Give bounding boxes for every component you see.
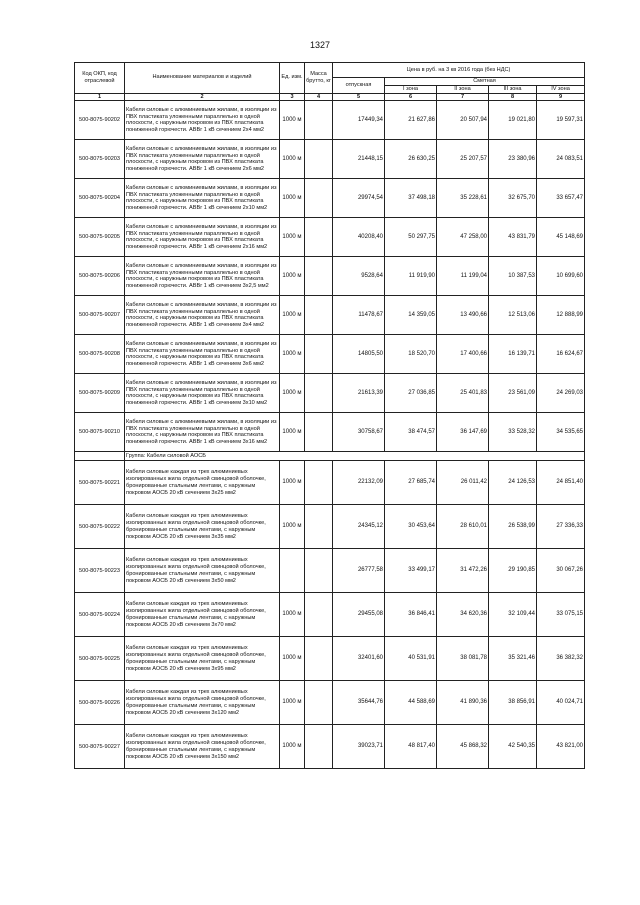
- sale-price: 39023,71: [333, 725, 385, 769]
- zone-4-price: 24 083,51: [537, 140, 585, 179]
- zone-2-price: 45 868,32: [437, 725, 489, 769]
- column-number: 3: [280, 93, 305, 101]
- item-name: Кабели силовые с алюминиевыми жилами, в изоляции из ПВХ пластиката уложенными параллельно в одной плоскости, с наружным покровом из ПВХ пластиката пониженной горючести. АВВг 1 кВ сечением 2х16 мм2: [125, 218, 280, 257]
- item-mass: [305, 374, 333, 413]
- item-unit: 1000 м: [280, 461, 305, 505]
- item-mass: [305, 637, 333, 681]
- header-zone-2: II зона: [437, 85, 489, 93]
- item-code: 500-8075-90208: [75, 335, 125, 374]
- zone-4-price: 40 024,71: [537, 681, 585, 725]
- item-mass: [305, 140, 333, 179]
- sale-price: 35644,76: [333, 681, 385, 725]
- zone-4-price: 33 657,47: [537, 179, 585, 218]
- item-code: 500-8075-90205: [75, 218, 125, 257]
- zone-2-price: 17 400,66: [437, 335, 489, 374]
- column-number: 5: [333, 93, 385, 101]
- header-sale-price: отпускная: [333, 78, 385, 94]
- item-unit: 1000 м: [280, 637, 305, 681]
- zone-3-price: 43 831,79: [489, 218, 537, 257]
- table-row: [75, 549, 585, 593]
- zone-1-price: 26 630,25: [385, 140, 437, 179]
- zone-2-price: 47 258,00: [437, 218, 489, 257]
- column-number: 1: [75, 93, 125, 101]
- zone-3-price: 24 126,53: [489, 461, 537, 505]
- item-unit: 1000 м: [280, 593, 305, 637]
- zone-1-price: 30 453,64: [385, 505, 437, 549]
- group-label: Группа: Кабели силовой АОСБ: [125, 452, 585, 461]
- item-mass: [305, 101, 333, 140]
- zone-3-price: 16 139,71: [489, 335, 537, 374]
- item-mass: [305, 505, 333, 549]
- table-body-avvg: [75, 101, 585, 452]
- zone-1-price: 27 685,74: [385, 461, 437, 505]
- column-number: 8: [489, 93, 537, 101]
- item-unit: 1000 м: [280, 101, 305, 140]
- item-mass: [305, 179, 333, 218]
- zone-3-price: 26 538,99: [489, 505, 537, 549]
- zone-1-price: 44 588,69: [385, 681, 437, 725]
- header-zone-3: III зона: [489, 85, 537, 93]
- header-code: Код ОКП, код отраслевой: [75, 63, 125, 94]
- header-mass: Масса брутто, кг: [305, 63, 333, 94]
- item-name: Кабели силовые с алюминиевыми жилами, в изоляции из ПВХ пластиката уложенными параллельно в одной плоскости, с наружным покровом из ПВХ пластиката пониженной горючести. АВВг 1 кВ сечением 2х10 мм2: [125, 179, 280, 218]
- table-row: [75, 101, 585, 140]
- item-name: Кабели силовые с алюминиевыми жилами, в изоляции из ПВХ пластиката уложенными параллельно в одной плоскости, с наружным покровом из ПВХ пластиката пониженной горючести. АВВг 1 кВ сечением 3х16 мм2: [125, 413, 280, 452]
- zone-2-price: 36 147,69: [437, 413, 489, 452]
- item-unit: 1000 м: [280, 505, 305, 549]
- item-unit: 1000 м: [280, 257, 305, 296]
- zone-4-price: 45 148,69: [537, 218, 585, 257]
- table-row: [75, 218, 585, 257]
- zone-2-price: 41 890,36: [437, 681, 489, 725]
- sale-price: 17449,34: [333, 101, 385, 140]
- header-estimate-price: Сметная: [385, 78, 585, 86]
- zone-3-price: 29 190,85: [489, 549, 537, 593]
- zone-4-price: 43 821,00: [537, 725, 585, 769]
- sale-price: 32401,60: [333, 637, 385, 681]
- item-mass: [305, 413, 333, 452]
- item-name: Кабели силовые с алюминиевыми жилами, в изоляции из ПВХ пластиката уложенными параллельно в одной плоскости, с наружным покровом из ПВХ пластиката пониженной горючести. АВВг 1 кВ сечением 3х4 мм2: [125, 296, 280, 335]
- item-unit: 1000 м: [280, 218, 305, 257]
- item-code: 500-8075-90209: [75, 374, 125, 413]
- zone-4-price: 27 336,33: [537, 505, 585, 549]
- item-mass: [305, 296, 333, 335]
- item-name: Кабели силовые с алюминиевыми жилами, в изоляции из ПВХ пластиката уложенными параллельно в одной плоскости, с наружным покровом из ПВХ пластиката пониженной горючести. АВВг 1 кВ сечением 3х2,5 мм2: [125, 257, 280, 296]
- item-code: 500-8075-90210: [75, 413, 125, 452]
- item-name: Кабели силовые с алюминиевыми жилами, в изоляции из ПВХ пластиката уложенными параллельно в одной плоскости, с наружным покровом из ПВХ пластиката пониженной горючести. АВВг 1 кВ сечением 3х6 мм2: [125, 335, 280, 374]
- sale-price: 21613,39: [333, 374, 385, 413]
- zone-4-price: 12 888,99: [537, 296, 585, 335]
- zone-2-price: 28 610,01: [437, 505, 489, 549]
- item-code: 500-8075-90222: [75, 505, 125, 549]
- zone-4-price: 36 382,32: [537, 637, 585, 681]
- item-unit: 1000 м: [280, 179, 305, 218]
- item-code: 500-8075-90227: [75, 725, 125, 769]
- item-name: Кабели силовые каждая из трех алюминиевых изолированных жила отдельной свинцовой оболочке, бронированные стальными лентами, с наружным покровом АОСБ 20 кВ сечением 3х35 мм2: [125, 505, 280, 549]
- zone-2-price: 25 401,83: [437, 374, 489, 413]
- zone-4-price: 19 597,31: [537, 101, 585, 140]
- sale-price: 22132,09: [333, 461, 385, 505]
- item-name: Кабели силовые каждая из трех алюминиевых изолированных жила отдельной свинцовой оболочке, бронированные стальными лентами, с наружным покровом АОСБ 20 кВ сечением 3х50 мм2: [125, 549, 280, 593]
- zone-4-price: 33 075,15: [537, 593, 585, 637]
- zone-2-price: 25 207,57: [437, 140, 489, 179]
- zone-3-price: 42 540,35: [489, 725, 537, 769]
- item-mass: [305, 593, 333, 637]
- zone-4-price: 16 624,67: [537, 335, 585, 374]
- zone-3-price: 32 675,70: [489, 179, 537, 218]
- header-price-title: Цена в руб. на 3 кв 2016 года (без НДС): [333, 63, 585, 78]
- zone-3-price: 19 021,80: [489, 101, 537, 140]
- item-unit: [280, 549, 305, 593]
- item-mass: [305, 725, 333, 769]
- item-code: 500-8075-90207: [75, 296, 125, 335]
- sale-price: 9528,64: [333, 257, 385, 296]
- column-number: 2: [125, 93, 280, 101]
- item-code: 500-8075-90203: [75, 140, 125, 179]
- header-name: Наименование материалов и изделий: [125, 63, 280, 94]
- zone-2-price: 26 011,42: [437, 461, 489, 505]
- item-mass: [305, 681, 333, 725]
- item-code: 500-8075-90206: [75, 257, 125, 296]
- zone-4-price: 30 067,26: [537, 549, 585, 593]
- item-name: Кабели силовые каждая из трех алюминиевых изолированных жила отдельной свинцовой оболочке, бронированные стальными лентами, с наружным покровом АОСБ 20 кВ сечением 3х25 мм2: [125, 461, 280, 505]
- column-number: 9: [537, 93, 585, 101]
- header-unit: Ед. изм.: [280, 63, 305, 94]
- zone-2-price: 11 199,04: [437, 257, 489, 296]
- table-row: [75, 505, 585, 549]
- zone-1-price: 14 359,05: [385, 296, 437, 335]
- item-code: 500-8075-90225: [75, 637, 125, 681]
- table-row: [75, 637, 585, 681]
- table-row: [75, 681, 585, 725]
- item-code: 500-8075-90226: [75, 681, 125, 725]
- item-code: 500-8075-90221: [75, 461, 125, 505]
- zone-4-price: 10 699,60: [537, 257, 585, 296]
- sale-price: 29974,54: [333, 179, 385, 218]
- zone-1-price: 40 531,91: [385, 637, 437, 681]
- item-mass: [305, 461, 333, 505]
- zone-4-price: 24 851,40: [537, 461, 585, 505]
- zone-2-price: 13 490,66: [437, 296, 489, 335]
- item-code: 500-8075-90204: [75, 179, 125, 218]
- table-row: [75, 461, 585, 505]
- item-unit: 1000 м: [280, 413, 305, 452]
- item-mass: [305, 257, 333, 296]
- item-unit: 1000 м: [280, 140, 305, 179]
- sale-price: 11478,67: [333, 296, 385, 335]
- item-unit: 1000 м: [280, 296, 305, 335]
- column-number: 6: [385, 93, 437, 101]
- sale-price: 26777,58: [333, 549, 385, 593]
- zone-2-price: 34 620,36: [437, 593, 489, 637]
- zone-1-price: 36 846,41: [385, 593, 437, 637]
- item-name: Кабели силовые с алюминиевыми жилами, в изоляции из ПВХ пластиката уложенными параллельно в одной плоскости, с наружным покровом из ПВХ пластиката пониженной горючести. АВВг 1 кВ сечением 3х10 мм2: [125, 374, 280, 413]
- zone-1-price: 38 474,57: [385, 413, 437, 452]
- zone-2-price: 31 472,26: [437, 549, 489, 593]
- zone-3-price: 33 528,32: [489, 413, 537, 452]
- item-name: Кабели силовые с алюминиевыми жилами, в изоляции из ПВХ пластиката уложенными параллельно в одной плоскости, с наружным покровом из ПВХ пластиката пониженной горючести. АВВг 1 кВ сечением 2х4 мм2: [125, 101, 280, 140]
- zone-3-price: 10 387,53: [489, 257, 537, 296]
- item-name: Кабели силовые каждая из трех алюминиевых изолированных жила отдельной свинцовой оболочке, бронированные стальными лентами, с наружным покровом АОСБ 20 кВ сечением 3х70 мм2: [125, 593, 280, 637]
- table-row: [75, 374, 585, 413]
- zone-1-price: 18 520,70: [385, 335, 437, 374]
- table-row: [75, 179, 585, 218]
- sale-price: 24345,12: [333, 505, 385, 549]
- column-number: 4: [305, 93, 333, 101]
- group-code-cell: [75, 452, 125, 461]
- table-row: [75, 413, 585, 452]
- zone-3-price: 23 561,09: [489, 374, 537, 413]
- table-row: [75, 593, 585, 637]
- item-unit: 1000 м: [280, 335, 305, 374]
- zone-1-price: 21 627,86: [385, 101, 437, 140]
- zone-4-price: 34 535,65: [537, 413, 585, 452]
- sale-price: 29455,08: [333, 593, 385, 637]
- table-row: [75, 335, 585, 374]
- item-unit: 1000 м: [280, 725, 305, 769]
- table-row: [75, 725, 585, 769]
- zone-1-price: 48 817,40: [385, 725, 437, 769]
- sale-price: 40208,40: [333, 218, 385, 257]
- page-number: 1327: [309, 40, 331, 50]
- item-name: Кабели силовые с алюминиевыми жилами, в изоляции из ПВХ пластиката уложенными параллельно в одной плоскости, с наружным покровом из ПВХ пластиката пониженной горючести. АВВг 1 кВ сечением 2х6 мм2: [125, 140, 280, 179]
- item-unit: 1000 м: [280, 681, 305, 725]
- header-zone-1: I зона: [385, 85, 437, 93]
- zone-4-price: 24 269,03: [537, 374, 585, 413]
- item-name: Кабели силовые каждая из трех алюминиевых изолированных жила отдельной свинцовой оболочке, бронированные стальными лентами, с наружным покровом АОСБ 20 кВ сечением 3х95 мм2: [125, 637, 280, 681]
- sale-price: 30758,67: [333, 413, 385, 452]
- zone-2-price: 38 081,78: [437, 637, 489, 681]
- zone-3-price: 35 321,46: [489, 637, 537, 681]
- item-unit: 1000 м: [280, 374, 305, 413]
- zone-3-price: 23 380,96: [489, 140, 537, 179]
- column-number: 7: [437, 93, 489, 101]
- item-code: 500-8075-90202: [75, 101, 125, 140]
- table-row: [75, 257, 585, 296]
- price-table: [74, 62, 585, 769]
- sale-price: 21448,15: [333, 140, 385, 179]
- item-name: Кабели силовые каждая из трех алюминиевых изолированных жила отдельной свинцовой оболочке, бронированные стальными лентами, с наружным покровом АОСБ 20 кВ сечением 3х120 мм2: [125, 681, 280, 725]
- item-code: 500-8075-90224: [75, 593, 125, 637]
- item-mass: [305, 218, 333, 257]
- zone-2-price: 20 507,94: [437, 101, 489, 140]
- header-zone-4: IV зона: [537, 85, 585, 93]
- item-code: 500-8075-90223: [75, 549, 125, 593]
- zone-1-price: 27 036,85: [385, 374, 437, 413]
- item-name: Кабели силовые каждая из трех алюминиевых изолированных жила отдельной свинцовой оболочке, бронированные стальными лентами, с наружным покровом АОСБ 20 кВ сечением 3х150 мм2: [125, 725, 280, 769]
- table-body-aosb: [75, 461, 585, 769]
- zone-1-price: 33 499,17: [385, 549, 437, 593]
- zone-1-price: 11 919,90: [385, 257, 437, 296]
- zone-3-price: 12 513,06: [489, 296, 537, 335]
- zone-1-price: 37 498,18: [385, 179, 437, 218]
- item-mass: [305, 549, 333, 593]
- table-row: [75, 296, 585, 335]
- zone-3-price: 38 856,91: [489, 681, 537, 725]
- zone-3-price: 32 109,44: [489, 593, 537, 637]
- table-row: [75, 140, 585, 179]
- item-mass: [305, 335, 333, 374]
- zone-2-price: 35 228,61: [437, 179, 489, 218]
- zone-1-price: 50 297,75: [385, 218, 437, 257]
- sale-price: 14805,50: [333, 335, 385, 374]
